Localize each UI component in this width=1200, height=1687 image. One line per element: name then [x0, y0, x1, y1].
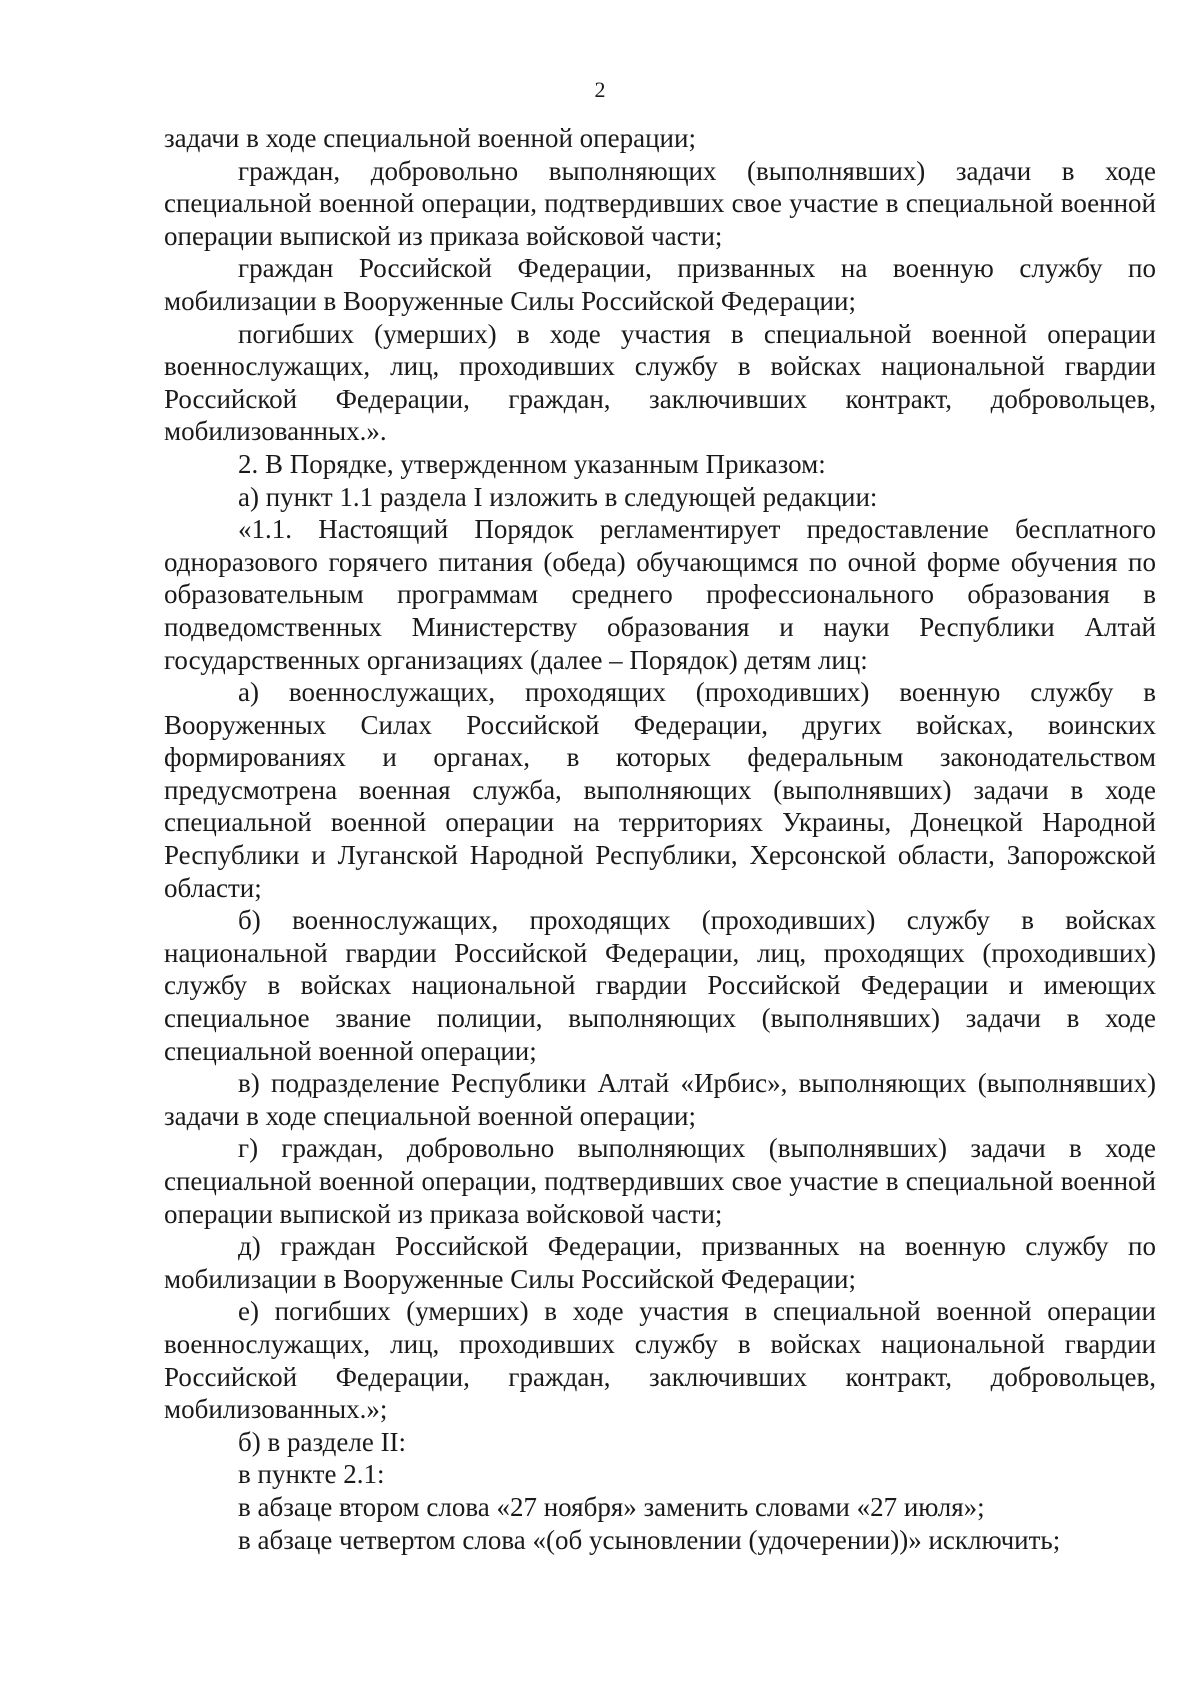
document-body: [164, 122, 1156, 1556]
paragraph-clause-b: б) военнослужащих, проходящих (проходивших) службу в войсках национальной гвардии Российской Федерации, лиц, проходящих (проходивших) службу в войсках национальной гвардии Российской Федерации и имеющих специальное звание полиции, выполняющих (выполнявших) задачи в ходе специальной военной операции;: [164, 905, 1156, 1066]
paragraph-mobilized: граждан Российской Федерации, призванных на военную службу по мобилизации в Вооруженные Силы Российской Федерации;: [164, 253, 1156, 316]
paragraph-clause-g: г) граждан, добровольно выполняющих (выполнявших) задачи в ходе специальной военной операции, подтвердивших свое участие в специальной военной операции выпиской из приказа войсковой части;: [164, 1133, 1156, 1229]
page-number: 2: [594, 77, 606, 102]
paragraph-continuation: задачи в ходе специальной военной операции;: [164, 123, 696, 153]
paragraph-subitem-a: а) пункт 1.1 раздела I изложить в следующей редакции:: [238, 481, 878, 512]
paragraph-clause-1-1: «1.1. Настоящий Порядок регламентирует предоставление бесплатного одноразового горячего питания (обеда) обучающимся по очной форме обучения по образовательным программам среднего профессионального образования в подведомственных Министерству образования и науки Республики Алтай государственных организациях (далее – Порядок) детям лиц:: [164, 514, 1156, 675]
paragraph-clause-d: д) граждан Российской Федерации, призванных на военную службу по мобилизации в Вооруженные Силы Российской Федерации;: [164, 1231, 1156, 1294]
paragraph-subitem-b: б) в разделе II:: [238, 1426, 407, 1457]
paragraph-item-2: 2. В Порядке, утвержденном указанным Приказом:: [238, 448, 826, 479]
paragraph-fourth-abzac: в абзаце четвертом слова «(об усыновлении (удочерении))» исключить;: [238, 1524, 1061, 1555]
paragraph-second-abzac: в абзаце втором слова «27 ноября» заменить словами «27 июля»;: [238, 1491, 985, 1522]
paragraph-clause-a: а) военнослужащих, проходящих (проходивших) военную службу в Вооруженных Силах Российской Федерации, других войсках, воинских формированиях и органах, в которых федеральным законодательством предусмотрена военная служба, выполняющих (выполнявших) задачи в ходе специальной военной операции на территориях Украины, Донецкой Народной Республики и Луганской Народной Республики, Херсонской области, Запорожской области;: [164, 677, 1156, 903]
paragraph-clause-v: в) подразделение Республики Алтай «Ирбис», выполняющих (выполнявших) задачи в ходе специальной военной операции;: [164, 1068, 1156, 1131]
paragraph-point-2-1: в пункте 2.1:: [238, 1459, 385, 1490]
paragraph-clause-e: е) погибших (умерших) в ходе участия в специальной военной операции военнослужащих, лиц, проходивших службу в войсках национальной гвардии Российской Федерации, граждан, заключивших контракт, добровольцев, мобилизованных.»;: [164, 1296, 1156, 1425]
paragraph-volunteers: граждан, добровольно выполняющих (выполнявших) задачи в ходе специальной военной операции, подтвердивших свое участие в специальной военной операции выпиской из приказа войсковой части;: [164, 155, 1156, 251]
paragraph-deceased: погибших (умерших) в ходе участия в специальной военной операции военнослужащих, лиц, проходивших службу в войсках национальной гвардии Российской Федерации, граждан, заключивших контракт, добровольцев, мобилизованных.».: [164, 318, 1156, 447]
